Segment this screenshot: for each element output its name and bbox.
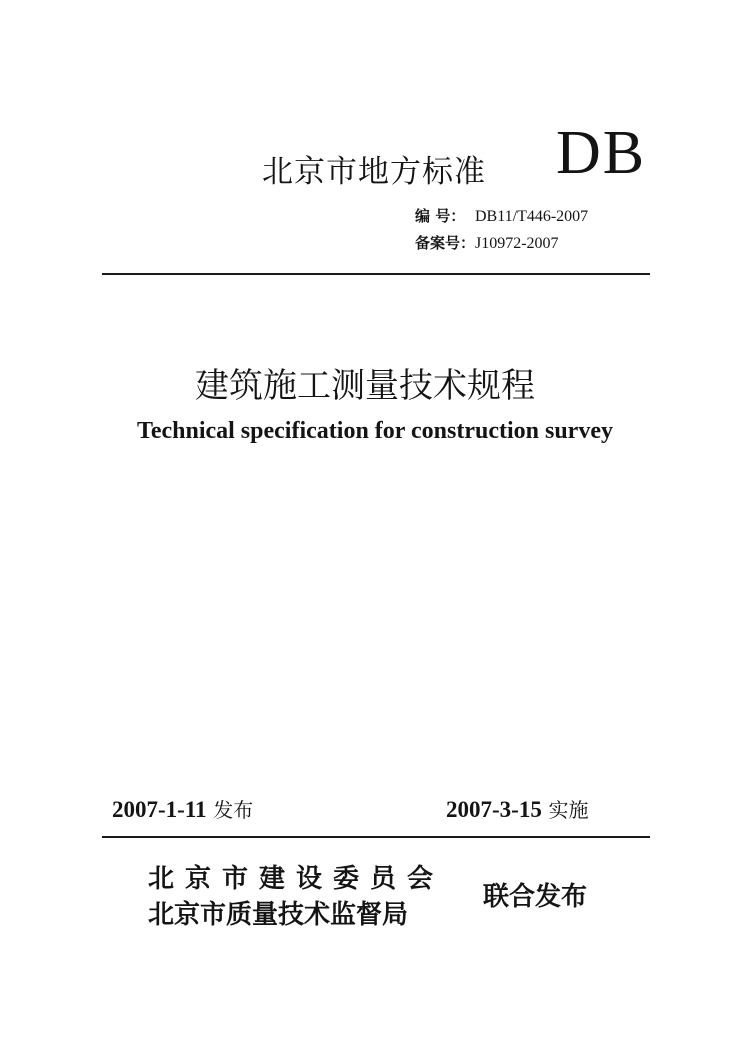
title-english: Technical specification for construction survey bbox=[137, 418, 613, 444]
db-mark: DB bbox=[556, 119, 647, 187]
standard-code-value: DB11/T446-2007 bbox=[475, 208, 589, 225]
release-date bbox=[112, 794, 253, 823]
implement-date bbox=[446, 794, 589, 823]
issuer-quality-bureau: 北京市质量技术监督局 bbox=[148, 900, 409, 930]
standard-type: 北京市地方标准 bbox=[262, 154, 486, 190]
implement-date-value: 2007-3-15 bbox=[446, 797, 542, 822]
release-label: 发布 bbox=[213, 798, 254, 822]
top-divider bbox=[102, 273, 650, 275]
bottom-divider bbox=[102, 836, 650, 838]
record-number-label: 备案号： bbox=[415, 234, 476, 252]
record-number-value: J10972-2007 bbox=[475, 235, 559, 252]
standard-code-label: 编 号： bbox=[415, 207, 466, 225]
implement-label: 实施 bbox=[548, 798, 589, 822]
issuer-construction-commission: 北京市建设委员会 bbox=[148, 864, 445, 894]
release-date-value: 2007-1-11 bbox=[112, 797, 207, 822]
standard-code bbox=[415, 205, 588, 226]
joint-release-label: 联合发布 bbox=[483, 882, 588, 912]
record-number bbox=[415, 232, 559, 253]
title-chinese bbox=[0, 358, 750, 407]
title-chinese-text: 建筑施工测量技术规程 bbox=[195, 366, 535, 406]
